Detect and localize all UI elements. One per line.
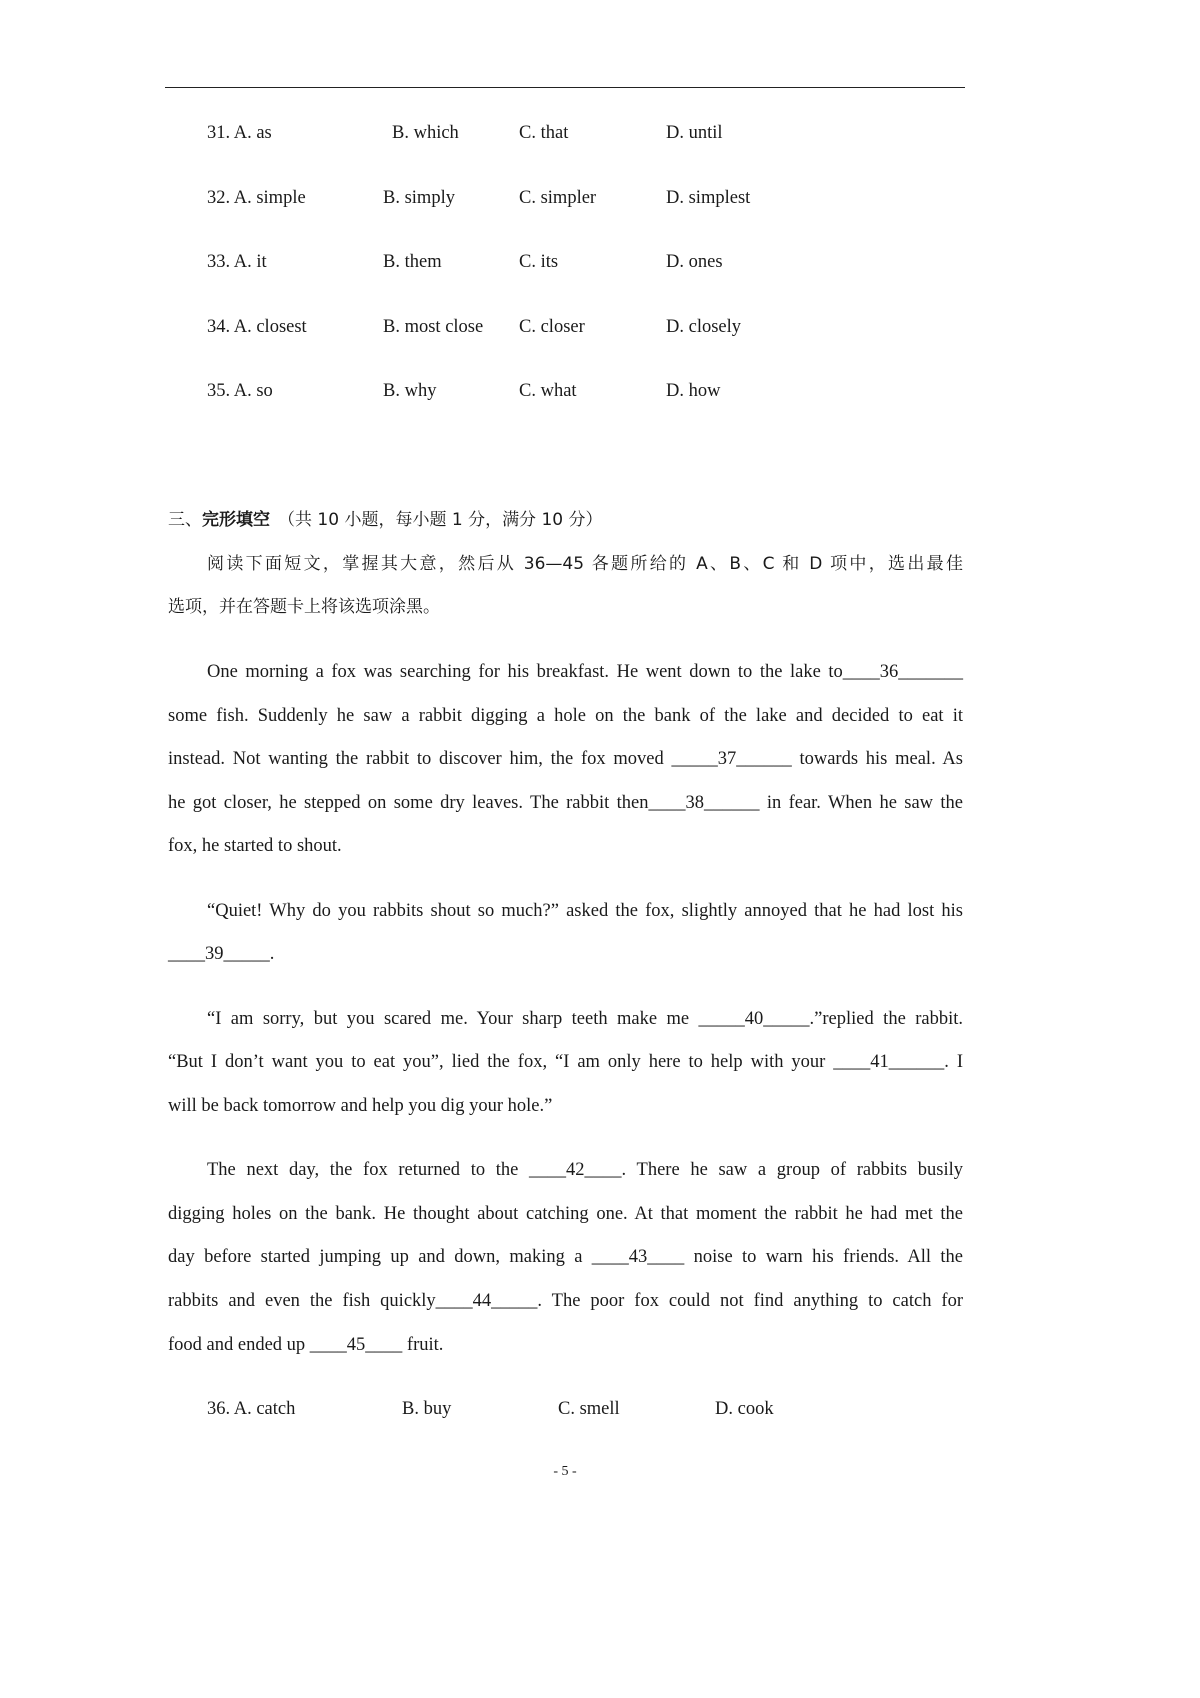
option-c: C. simpler [519, 188, 597, 208]
option-d: D. closely [666, 317, 742, 337]
passage-line: some fish. Suddenly he saw a rabbit digging a hole on the bank of the lake and decided to eat it [168, 706, 963, 726]
question-number-option-a: 34. A. closest [207, 317, 307, 337]
passage-line: day before started jumping up and down, making a ____43____ noise to warn his friends. All the [168, 1247, 963, 1267]
option-b: B. most close [383, 317, 484, 337]
option-d: D. simplest [666, 188, 751, 208]
passage-line: instead. Not wanting the rabbit to discover him, the fox moved _____37______ towards his meal. As [168, 749, 963, 769]
section-prefix: 三、 [168, 510, 202, 530]
option-c: C. its [519, 252, 559, 272]
option-b: B. why [383, 381, 437, 401]
question-number-option-a: 31. A. as [207, 123, 272, 143]
option-c: C. closer [519, 317, 585, 337]
option-b: B. buy [402, 1399, 452, 1419]
option-c: C. what [519, 381, 577, 401]
passage-line: fox, he started to shout. [168, 836, 342, 856]
question-number-option-a: 36. A. catch [207, 1399, 296, 1419]
question-number-option-a: 33. A. it [207, 252, 267, 272]
option-c: C. that [519, 123, 569, 143]
header-rule [165, 87, 965, 88]
question-number-option-a: 35. A. so [207, 381, 273, 401]
passage-line: “I am sorry, but you scared me. Your sharp teeth make me _____40_____.”replied the rabbit. [207, 1009, 963, 1029]
section-heading [168, 509, 603, 531]
instruction-line: 选项，并在答题卡上将该选项涂黑。 [168, 597, 440, 617]
passage-line: digging holes on the bank. He thought about catching one. At that moment the rabbit he had met the [168, 1204, 963, 1224]
passage-line: ____39_____. [168, 944, 275, 964]
passage-line: he got closer, he stepped on some dry leaves. The rabbit then____38______ in fear. When he saw the [168, 793, 963, 813]
passage-line: “Quiet! Why do you rabbits shout so much?” asked the fox, slightly annoyed that he had lost his [207, 901, 963, 921]
section-title: 完形填空 [202, 510, 270, 530]
passage-line: The next day, the fox returned to the ____42____. There he saw a group of rabbits busily [207, 1160, 963, 1180]
option-d: D. cook [715, 1399, 774, 1419]
option-d: D. ones [666, 252, 723, 272]
option-c: C. smell [558, 1399, 620, 1419]
option-b: B. simply [383, 188, 455, 208]
passage-line: rabbits and even the fish quickly____44_____. The poor fox could not find anything to catch for [168, 1291, 963, 1311]
section-note: （共 10 小题，每小题 1 分，满分 10 分） [278, 510, 603, 530]
option-b: B. which [392, 123, 459, 143]
question-number-option-a: 32. A. simple [207, 188, 306, 208]
instruction-line: 阅读下面短文，掌握其大意，然后从 36—45 各题所给的 A、B、C 和 D 项中，选出最佳 [207, 554, 964, 574]
option-d: D. until [666, 123, 723, 143]
passage-line: One morning a fox was searching for his breakfast. He went down to the lake to____36_______ [207, 662, 963, 682]
passage-line: will be back tomorrow and help you dig your hole.” [168, 1096, 553, 1116]
passage-line: “But I don’t want you to eat you”, lied the fox, “I am only here to help with your ____41______. I [168, 1052, 963, 1072]
passage-line: food and ended up ____45____ fruit. [168, 1335, 444, 1355]
option-d: D. how [666, 381, 721, 401]
option-b: B. them [383, 252, 442, 272]
page-number: - 5 - [553, 1464, 577, 1479]
